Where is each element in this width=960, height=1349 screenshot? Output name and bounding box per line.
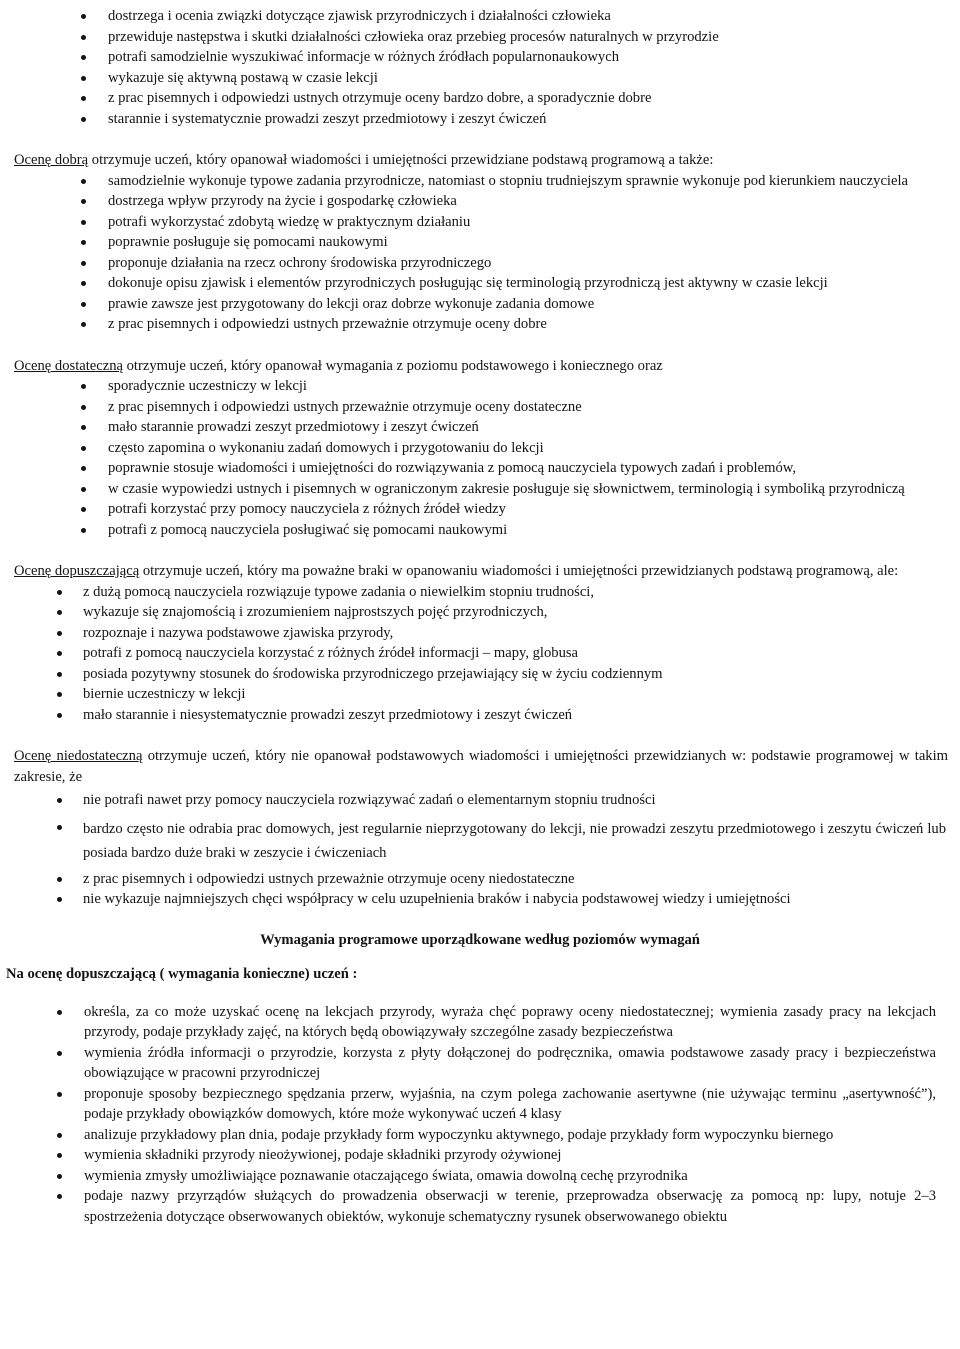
list-item: prawie zawsze jest przygotowany do lekcji oraz dobrze wykonuje zadania domowe — [0, 294, 960, 315]
list-item: rozpoznaje i nazywa podstawowe zjawiska przyrody, — [0, 623, 960, 644]
grade-description: otrzymuje uczeń, który opanował wymagania z poziomu podstawowego i koniecznego oraz — [122, 357, 663, 374]
criteria-list — [0, 582, 960, 726]
grade-name: Ocenę dopuszczającą — [14, 563, 140, 579]
list-item: z prac pisemnych i odpowiedzi ustnych przeważnie otrzymuje oceny dobre — [0, 314, 960, 335]
list-item: poprawnie posługuje się pomocami naukowymi — [0, 232, 960, 253]
list-item: mało starannie i niesystematycznie prowadzi zeszyt przedmiotowy i zeszyt ćwiczeń — [0, 705, 960, 726]
list-item: w czasie wypowiedzi ustnych i pisemnych w ograniczonym zakresie posługuje się słownictwem, terminologią i symboliką przyrodniczą — [0, 479, 960, 500]
grade-description: otrzymuje uczeń, który opanował wiadomości i umiejętności przewidziane podstawą programową a także: — [88, 152, 714, 168]
list-item: sporadycznie uczestniczy w lekcji — [0, 376, 960, 397]
section-niedostateczna — [0, 746, 960, 910]
list-item: wykazuje się znajomością i zrozumieniem najprostszych pojęć przyrodniczych, — [0, 602, 960, 623]
list-item: z prac pisemnych i odpowiedzi ustnych przeważnie otrzymuje oceny dostateczne — [0, 397, 960, 418]
section-dobra — [0, 150, 960, 335]
list-item: przewiduje następstwa i skutki działalności człowieka oraz przebieg procesów naturalnych w przyrodzie — [0, 27, 960, 48]
section-heading — [0, 746, 960, 787]
list-item: proponuje działania na rzecz ochrony środowiska przyrodniczego — [0, 253, 960, 274]
section-heading — [0, 561, 960, 582]
list-item: wymienia zmysły umożliwiające poznawanie otaczającego świata, omawia dowolną cechę przyrodnika — [0, 1166, 960, 1187]
list-item: z prac pisemnych i odpowiedzi ustnych przeważnie otrzymuje oceny niedostateczne — [0, 869, 960, 890]
intro-criteria-list — [0, 0, 960, 129]
criteria-list — [0, 376, 960, 540]
section-dopuszczajaca — [0, 561, 960, 725]
list-item: nie wykazuje najmniejszych chęci współpracy w celu uzupełnienia braków i nabycia podstawowej wiedzy i umiejętności — [0, 889, 960, 910]
list-item: nie potrafi nawet przy pomocy nauczyciela rozwiązywać zadań o elementarnym stopniu trudności — [0, 790, 960, 811]
list-item: dostrzega i ocenia związki dotyczące zjawisk przyrodniczych i działalności człowieka — [0, 6, 960, 27]
list-item: dostrzega wpływ przyrody na życie i gospodarkę człowieka — [0, 191, 960, 212]
list-item: poprawnie stosuje wiadomości i umiejętności do rozwiązywania z pomocą nauczyciela typowych zadań i problemów, — [0, 458, 960, 479]
list-item: potrafi korzystać przy pomocy nauczyciela z różnych źródeł wiedzy — [0, 499, 960, 520]
section-title: Wymagania programowe uporządkowane według poziomów wymagań — [260, 931, 700, 948]
list-item: podaje nazwy przyrządów służących do prowadzenia obserwacji w terenie, przeprowadza obserwację za pomocą np: lupy, notuje 2–3 spostrzeżenia dotyczące obserwowanych obiektów, wykonuje schematyczny rysunek obserwowanego obiektu — [0, 1186, 960, 1227]
grade-description: otrzymuje uczeń, który nie opanował podstawowych wiadomości i umiejętności przewidzianych w: podstawie programowej w takim zakresie, że — [14, 748, 949, 785]
list-item: potrafi samodzielnie wyszukiwać informacje w różnych źródłach popularnonaukowych — [0, 47, 960, 68]
list-item: często zapomina o wykonaniu zadań domowych i przygotowaniu do lekcji — [0, 438, 960, 459]
list-item: bardzo często nie odrabia prac domowych, jest regularnie nieprzygotowany do lekcji, nie prowadzi zeszytu przedmiotowego i zeszytu ćwiczeń lub posiada bardzo duże braki w zeszycie i ćwiczeniach — [0, 817, 960, 865]
list-item: biernie uczestniczy w lekcji — [0, 684, 960, 705]
list-item: wymienia składniki przyrody nieożywionej, podaje składniki przyrody ożywionej — [0, 1145, 960, 1166]
list-item: posiada pozytywny stosunek do środowiska przyrodniczego przejawiający się w życiu codziennym — [0, 664, 960, 685]
section-dostateczna — [0, 356, 960, 541]
list-item: z dużą pomocą nauczyciela rozwiązuje typowe zadania o niewielkim stopniu trudności, — [0, 582, 960, 603]
list-item: dokonuje opisu zjawisk i elementów przyrodniczych posługując się terminologią przyrodniczą jest aktywny w czasie lekcji — [0, 273, 960, 294]
grade-name: Ocenę dobrą — [14, 152, 89, 168]
list-item: z prac pisemnych i odpowiedzi ustnych otrzymuje oceny bardzo dobre, a sporadycznie dobre — [0, 88, 960, 109]
requirements-list — [0, 1002, 960, 1228]
list-item: potrafi z pomocą nauczyciela korzystać z różnych źródeł informacji – mapy, globusa — [0, 643, 960, 664]
grade-description: otrzymuje uczeń, który ma poważne braki w opanowaniu wiadomości i umiejętności przewidzianych podstawą programową, ale: — [139, 563, 899, 579]
section-heading — [0, 150, 960, 171]
list-item: proponuje sposoby bezpiecznego spędzania przerw, wyjaśnia, na czym polega zachowanie asertywne (nie używając terminu „asertywność”), podaje przykłady obowiązków domowych, które może wykonywać uczeń 4 klasy — [0, 1084, 960, 1125]
list-item: mało starannie prowadzi zeszyt przedmiotowy i zeszyt ćwiczeń — [0, 417, 960, 438]
section-wymagania-konieczne — [0, 964, 960, 1227]
section-heading — [0, 356, 960, 377]
grade-name: Ocenę niedostateczną — [14, 748, 143, 764]
list-item: wymienia źródła informacji o przyrodzie, korzysta z płyty dołączonej do podręcznika, omawia podstawowe zasady pracy i bezpieczeństwa obowiązujące w pracowni przyrodniczej — [0, 1043, 960, 1084]
list-item: analizuje przykładowy plan dnia, podaje przykłady form wypoczynku aktywnego, podaje przykłady form wypoczynku biernego — [0, 1125, 960, 1146]
list-item: samodzielnie wykonuje typowe zadania przyrodnicze, natomiast o stopniu trudniejszym sprawnie wykonuje pod kierunkiem nauczyciela — [0, 171, 960, 192]
list-item: starannie i systematycznie prowadzi zeszyt przedmiotowy i zeszyt ćwiczeń — [0, 109, 960, 130]
list-item: wykazuje się aktywną postawą w czasie lekcji — [0, 68, 960, 89]
criteria-list — [0, 171, 960, 335]
list-item: określa, za co może uzyskać ocenę na lekcjach przyrody, wyraża chęć poprawy oceny niedostatecznej; wymienia zasady pracy na lekcjach przyrody, podaje przykłady zajęć, na których będą obowiązywały szczególne zasady bezpieczeństwa — [0, 1002, 960, 1043]
list-item: potrafi z pomocą nauczyciela posługiwać się pomocami naukowymi — [0, 520, 960, 541]
grade-name: Ocenę dostateczną — [14, 357, 123, 374]
criteria-list — [0, 790, 960, 910]
list-item: potrafi wykorzystać zdobytą wiedzę w praktycznym działaniu — [0, 212, 960, 233]
subsection-heading: Na ocenę dopuszczającą ( wymagania konieczne) uczeń : — [6, 966, 358, 982]
